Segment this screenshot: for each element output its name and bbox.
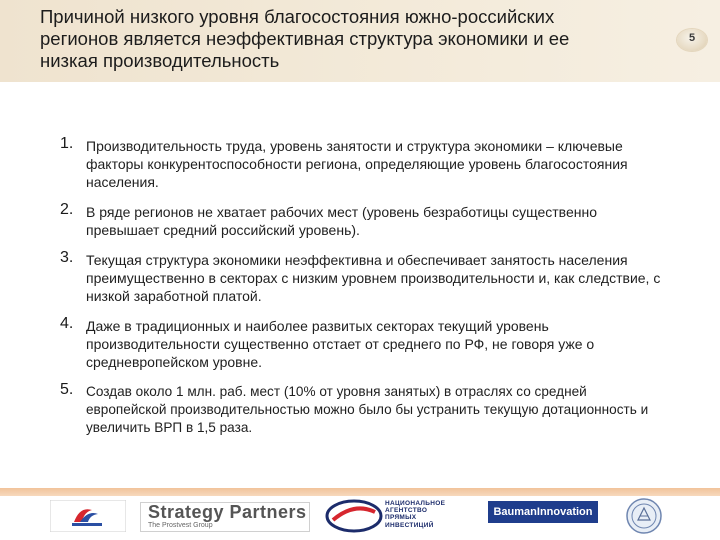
item-text: Даже в традиционных и наиболее развитых секторах текущий уровень производительности существенно отстает от среднего по РФ, не говоря уже о средневропейском уровне. [86,318,595,370]
page-number-badge [677,29,707,51]
item-text: Текущая структура экономики неэффективна и обеспечивает занятость населения преимущественно в секторах с низким уровнем производительности и, как следствие, с низкой заработной платой. [86,252,661,304]
slide-header [0,0,720,82]
napi-wordmark: НАЦИОНАЛЬНОЕ АГЕНТСТВО ПРЯМЫХ ИНВЕСТИЦИЙ [385,500,446,529]
list-item [60,137,670,191]
points-list [60,137,670,449]
item-number: 5. [60,381,74,398]
list-item [60,383,670,437]
item-number: 1. [60,135,74,152]
strategy-partners-logo [140,502,310,532]
list-item [60,203,670,239]
slide-title: Причиной низкого уровня благосостояния южно-российских регионов является неэффективная структура экономики и ее низкая производительность [40,6,570,71]
item-text: Производительность труда, уровень занятости и структура экономики – ключевые факторы конкурентоспособности региона, определяющие уровень благосостояния населения. [86,138,628,190]
item-number: 4. [60,315,74,332]
napi-logo [325,498,465,534]
item-number: 3. [60,249,74,266]
page-number: 5 [688,32,696,44]
item-text: Создав около 1 млн. раб. мест (10% от уровня занятых) в отраслях со средней европейской производительностью можно было бы устранить текущую дотационность и увеличить ВРП в 1,5 раза. [86,384,649,435]
list-item [60,317,670,371]
item-number: 2. [60,201,74,218]
strategy-partners-wordmark: Strategy Partners [148,502,307,522]
footer-logos [0,496,720,540]
item-text: В ряде регионов не хватает рабочих мест (уровень безработицы существенно превышает средний российский уровень). [86,204,597,238]
bauman-innovation-logo: BaumanInnovation [488,501,598,523]
footer-divider [0,488,720,496]
strategy-partners-subtitle: The Prostvest Group [148,522,213,529]
regional-logo [50,500,126,532]
university-seal-icon [626,498,662,534]
list-item [60,251,670,305]
